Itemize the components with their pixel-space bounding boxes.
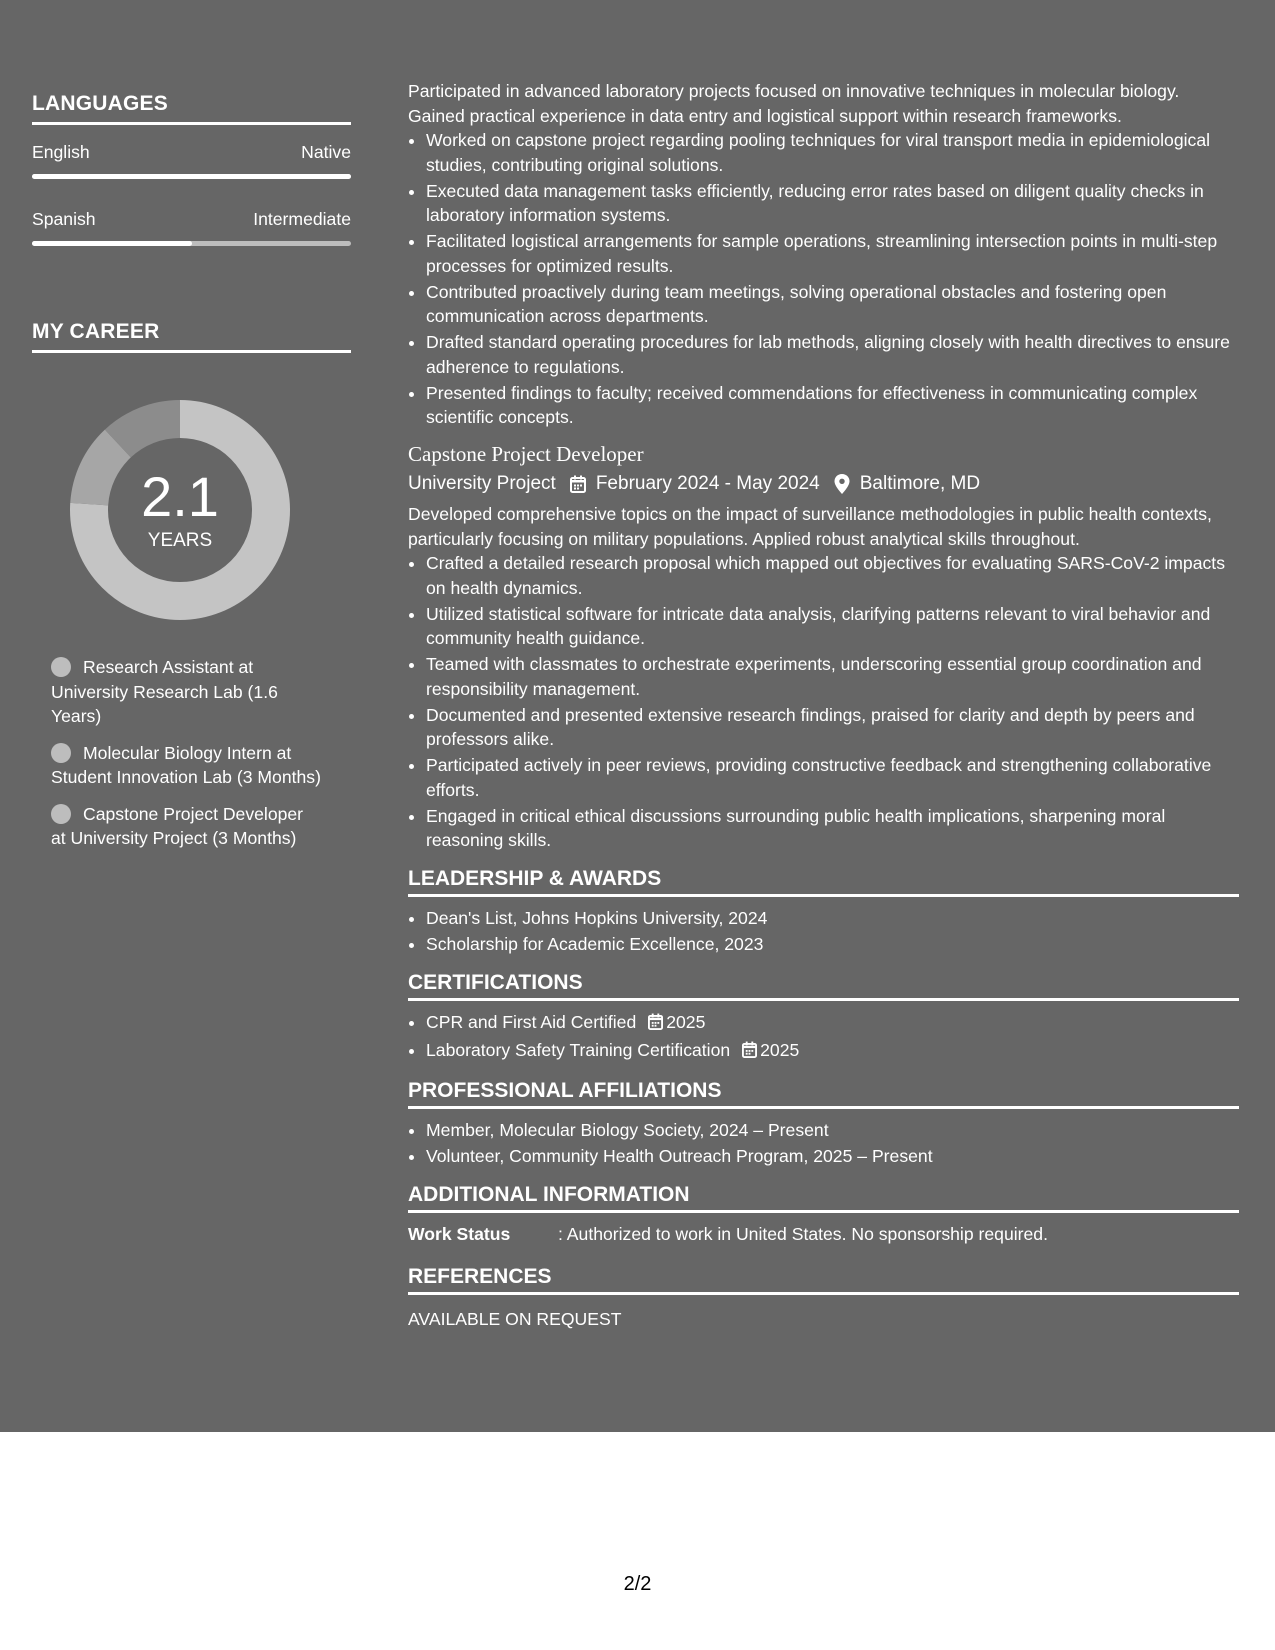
additional-info-heading: ADDITIONAL INFORMATION (408, 1183, 1239, 1214)
proficiency-bar (32, 174, 351, 179)
career-total: 2.1 (141, 465, 219, 528)
language-level: Intermediate (253, 209, 351, 229)
career-item: Capstone Project Developer at University Project (3 Months) (51, 803, 304, 848)
sidebar (32, 92, 351, 863)
job-org: University Project (408, 472, 556, 494)
calendar-icon (648, 1012, 663, 1037)
language-item (32, 142, 351, 179)
leadership-list (408, 906, 1239, 957)
affiliations-list (408, 1118, 1239, 1169)
affiliations-heading: PROFESSIONAL AFFILIATIONS (408, 1079, 1239, 1110)
work-status-value: : Authorized to work in United States. No sponsorship required. (558, 1224, 1048, 1244)
list-item: • Volunteer, Community Health Outreach Program, 2025 – Present (426, 1144, 1239, 1169)
list-item: • Utilized statistical software for intricate data analysis, clarifying patterns relevant to viral behavior and community health guidance. (426, 602, 1239, 651)
location-pin-icon (820, 474, 860, 494)
language-level: Native (301, 142, 351, 162)
job-dates: February 2024 - May 2024 (595, 472, 820, 494)
list-item: • Presented findings to faculty; received commendations for effectiveness in communicating complex scientific concepts. (426, 381, 1239, 430)
list-item: • Documented and presented extensive research findings, praised for clarity and depth by peers and professors alike. (426, 703, 1239, 752)
list-item: • Dean's List, Johns Hopkins University, 2024 (426, 906, 1239, 931)
cert-name: Laboratory Safety Training Certification (426, 1040, 731, 1060)
proficiency-fill (32, 174, 351, 179)
proficiency-bar (32, 241, 351, 246)
list-item: • Member, Molecular Biology Society, 2024 – Present (426, 1118, 1239, 1143)
job-location: Baltimore, MD (859, 472, 981, 494)
job-bullets (408, 551, 1239, 853)
job-meta (408, 472, 1239, 497)
bullet-dot (51, 804, 71, 824)
calendar-icon (742, 1040, 757, 1065)
languages-heading: LANGUAGES (32, 92, 351, 125)
experience-summary: Participated in advanced laboratory projects focused on innovative techniques in molecular biology. Gained practical experience in data entry and logistical support within research frameworks. (408, 81, 1180, 126)
page-number: 2/2 (623, 1573, 652, 1595)
career-heading: MY CAREER (32, 320, 351, 353)
certifications-list (408, 1010, 1239, 1065)
career-item: Molecular Biology Intern at Student Innovation Lab (3 Months) (51, 742, 321, 787)
experience-bullets (408, 128, 1239, 430)
job-title: Capstone Project Developer (408, 441, 644, 466)
bullet-dot (51, 743, 71, 763)
references-text: AVAILABLE ON REQUEST (408, 1309, 622, 1329)
work-status-label: Work Status (408, 1224, 511, 1244)
job-summary: Developed comprehensive topics on the impact of surveillance methodologies in public health contexts, particularly focusing on military populations. Applied robust analytical skills throughout. (408, 504, 1212, 549)
list-item: • Participated actively in peer reviews, providing constructive feedback and strengthening collaborative efforts. (426, 753, 1239, 802)
list-item: • Executed data management tasks efficiently, reducing error rates based on diligent quality checks in laboratory information systems. (426, 179, 1239, 228)
proficiency-fill (32, 241, 192, 246)
certifications-heading: CERTIFICATIONS (408, 971, 1239, 1002)
language-name: Spanish (32, 209, 96, 229)
list-item: • Worked on capstone project regarding pooling techniques for viral transport media in epidemiological studies, contributing original solutions. (426, 128, 1239, 177)
cert-year: 2025 (760, 1040, 800, 1060)
main-content (408, 79, 1239, 1332)
cert-name: CPR and First Aid Certified (426, 1012, 637, 1032)
career-donut-chart (65, 395, 295, 625)
list-item (426, 1010, 1239, 1037)
career-list (32, 655, 321, 851)
references-heading: REFERENCES (408, 1265, 1239, 1296)
list-item: • Facilitated logistical arrangements for sample operations, streamlining intersection points in multi-step processes for optimized results. (426, 229, 1239, 278)
career-unit: YEARS (147, 530, 213, 551)
list-item: • Teamed with classmates to orchestrate experiments, underscoring essential group coordination and responsibility management. (426, 652, 1239, 701)
list-item: • Scholarship for Academic Excellence, 2023 (426, 932, 1239, 957)
list-item (426, 1038, 1239, 1065)
language-item (32, 209, 351, 246)
career-item: Research Assistant at University Research Lab (1.6 Years) (51, 657, 278, 726)
leadership-heading: LEADERSHIP & AWARDS (408, 867, 1239, 898)
calendar-icon (556, 475, 596, 493)
list-item: • Crafted a detailed research proposal which mapped out objectives for evaluating SARS-CoV-2 impacts on health dynamics. (426, 551, 1239, 600)
language-name: English (32, 142, 90, 162)
list-item: • Engaged in critical ethical discussions surrounding public health implications, sharpening moral reasoning skills. (426, 804, 1239, 853)
cert-year: 2025 (666, 1012, 706, 1032)
list-item: • Drafted standard operating procedures for lab methods, aligning closely with health directives to ensure adherence to regulations. (426, 330, 1239, 379)
list-item: • Contributed proactively during team meetings, solving operational obstacles and fostering open communication across departments. (426, 280, 1239, 329)
work-status-row (408, 1222, 1239, 1247)
bullet-dot (51, 657, 71, 677)
